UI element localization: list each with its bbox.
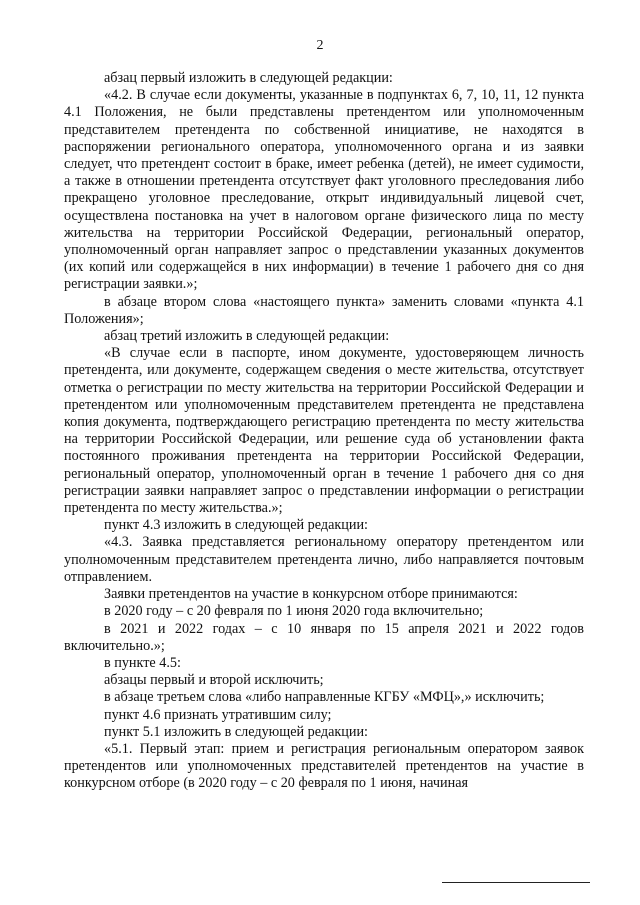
paragraph-2: «4.2. В случае если документы, указанные в подпунктах 6, 7, 10, 11, 12 пункта 4.1 Положения, не были представлены претендентом или уполномоченным представителем претендента по собственной инициативе, не находятся в распоряжении регионального оператора, уполномоченного органа и из заявки следует, что претендент состоит в браке, имеет ребенка (детей), не имеет судимости, а также в отношении претендента отсутствует факт уголовного преследования либо прекращено уголовное преследование, открыт индивидуальный лицевой счет, осуществлена постановка на учет в налоговом органе физического лица по месту жительства на территории Российской Федерации, региональный оператор, уполномоченный орган направляет запрос о представлении указанных документов (их копий или содержащейся в них информации) в течение 1 рабочего дня со дня регистрации заявки.»;: [64, 87, 584, 293]
paragraph-11: в пункте 4.5:: [104, 654, 181, 671]
paragraph-9: в 2020 году – с 20 февраля по 1 июня 2020 года включительно;: [104, 603, 484, 620]
paragraph-4: абзац третий изложить в следующей редакции:: [104, 328, 390, 345]
document-body: [64, 70, 584, 793]
paragraph-6: пункт 4.3 изложить в следующей редакции:: [104, 517, 368, 534]
paragraph-12: абзацы первый и второй исключить;: [104, 672, 324, 689]
paragraph-16: «5.1. Первый этап: прием и регистрация региональным оператором заявок претендентов или уполномоченных представителей претендентов на участие в конкурсном отборе (в 2020 году – с 20 февраля по 1 июня, начиная: [64, 740, 584, 792]
paragraph-13: в абзаце третьем слова «либо направленные КГБУ «МФЦ»,» исключить;: [104, 689, 545, 706]
paragraph-5: «В случае если в паспорте, ином документе, удостоверяющем личность претендента, или документе, содержащем сведения о месте жительства, отсутствует отметка о регистрации по месту жительства на территории Российской Федерации и претендентом или уполномоченным представителем претендента не представлена копия документа, подтверждающего регистрацию претендента по месту жительства на территории Российской Федерации, или решение суда об установлении факта постоянного проживания претендента на территории Российской Федерации, региональный оператор, уполномоченный орган в течение 1 рабочего дня со дня регистрации заявки направляет запрос о представлении информации о регистрации претендента по месту жительства.»;: [64, 345, 584, 517]
paragraph-3: в абзаце втором слова «настоящего пункта» заменить словами «пункта 4.1 Положения»;: [64, 293, 584, 327]
paragraph-15: пункт 5.1 изложить в следующей редакции:: [104, 723, 368, 740]
paragraph-10: в 2021 и 2022 годах – с 10 января по 15 апреля 2021 и 2022 годов включительно.»;: [64, 620, 584, 654]
paragraph-7: «4.3. Заявка представляется региональному оператору претендентом или уполномоченным представителем претендента лично, либо направляется почтовым отправлением.: [64, 534, 584, 585]
paragraph-14: пункт 4.6 признать утратившим силу;: [104, 706, 332, 723]
footer-rule: [442, 882, 590, 883]
paragraph-1: абзац первый изложить в следующей редакции:: [104, 70, 393, 86]
page-number: 2: [316, 38, 324, 53]
paragraph-8: Заявки претендентов на участие в конкурсном отборе принимаются:: [104, 586, 518, 603]
